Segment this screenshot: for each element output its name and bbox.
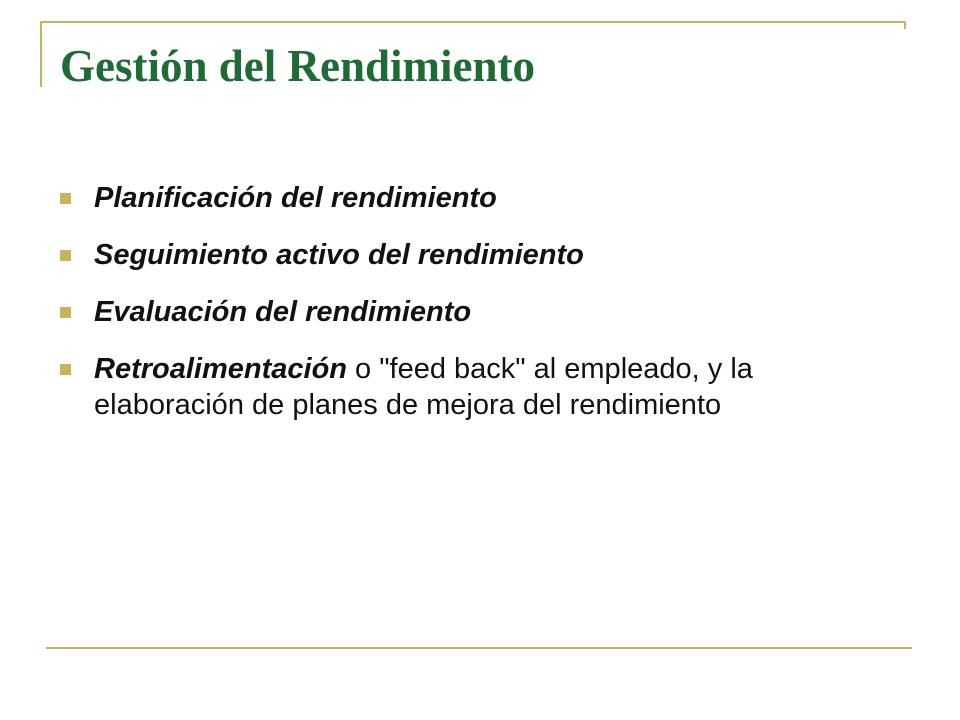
bullet-item-evaluacion: [60, 294, 840, 330]
slide-title: Gestión del Rendimiento: [60, 41, 536, 91]
bullet-emphasis: Seguimiento activo del rendimiento: [94, 239, 584, 271]
square-bullet-icon: [60, 193, 71, 204]
bullet-item-retroalimentacion: [60, 351, 840, 423]
bullet-emphasis: Evaluación del rendimiento: [94, 296, 472, 328]
square-bullet-icon: [60, 364, 71, 375]
bullet-emphasis: Planificación del rendimiento: [94, 182, 497, 214]
frame-top-rule: [40, 21, 906, 23]
bullet-item-planificacion: [60, 180, 840, 216]
bullet-text: o "feed back" al empleado, y la elaboración de planes de mejora del rendimiento: [94, 353, 753, 421]
bullet-list: [60, 180, 840, 444]
frame-right-rule: [904, 21, 906, 29]
square-bullet-icon: [60, 250, 71, 261]
square-bullet-icon: [60, 307, 71, 318]
bullet-emphasis: Retroalimentación: [94, 353, 347, 385]
bullet-item-seguimiento: [60, 237, 840, 273]
frame-bottom-rule: [46, 647, 912, 649]
frame-left-rule: [40, 21, 42, 87]
